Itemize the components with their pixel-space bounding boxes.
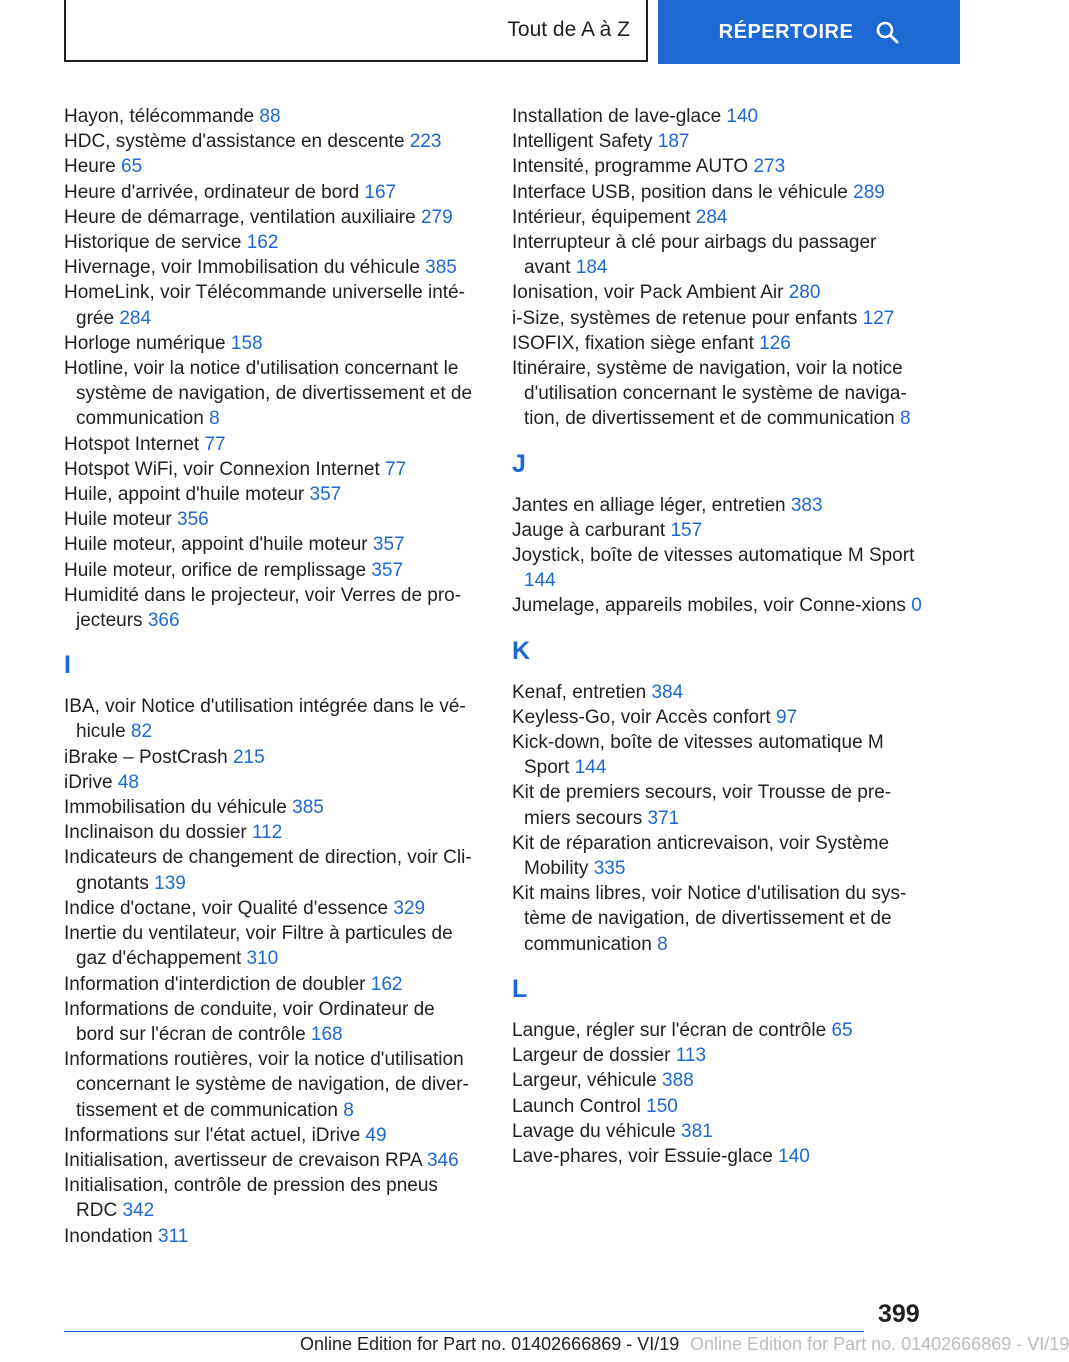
index-entry [512,518,924,543]
page-link[interactable]: 310 [246,948,279,970]
index-entry-text: Kick-down, boîte de vitesses automatique M Sport [512,732,884,779]
page-link[interactable]: 77 [204,433,226,455]
index-entry [64,694,476,744]
index-entry [512,356,924,432]
page-link[interactable]: 280 [788,282,821,304]
page-link[interactable]: 184 [575,257,608,279]
page-link[interactable]: 126 [759,332,791,354]
index-entry [512,593,924,618]
page-link[interactable]: 384 [651,681,684,703]
page-link[interactable]: 385 [292,797,324,819]
index-entry-text: Hayon, télécommande [64,106,260,127]
index-entry [512,705,924,730]
page-link[interactable]: 357 [309,484,342,506]
page-link[interactable]: 383 [790,494,823,516]
page-link[interactable]: 8 [209,408,220,430]
index-entry-text: Informations sur l'état actuel, iDrive [64,1124,366,1146]
index-entry [512,1094,924,1119]
index-entry [512,780,924,830]
index-entry-text: Indice d'octane, voir Qualité d'essence [64,897,394,919]
top-navigation [0,0,960,66]
index-entry [512,881,924,957]
index-entry [64,1148,476,1173]
page-link[interactable]: 144 [524,570,556,592]
page-link[interactable]: 357 [371,559,404,581]
index-entry-text: Heure de démarrage, ventilation auxiliaire [64,206,421,228]
index-entry [512,230,924,280]
page-link[interactable]: 8 [657,933,668,955]
index-entry-text: Initialisation, avertisseur de crevaison RPA [64,1149,427,1171]
index-entry [64,583,476,633]
footer-edition: Online Edition for Part no. 01402666869 - VI/19 [300,1334,680,1354]
index-entry [512,493,924,518]
index-entry-text: Kit de premiers secours, voir Trousse de pre‐miers secours [512,782,892,829]
index-entry-text: Jumelage, appareils mobiles, voir Conne‐xions [512,595,912,617]
index-entry-text: Kenaf, entretien [512,681,652,703]
index-entry-text: Hivernage, voir Immobilisation du véhicule [64,257,426,279]
tab-az-label: Tout de A à Z [507,18,630,41]
page-link[interactable]: 49 [365,1124,387,1146]
index-entry [64,255,476,280]
page-link[interactable]: 284 [119,307,152,329]
index-entry-text: Huile moteur, orifice de remplissage [64,559,372,581]
page-link[interactable]: 162 [246,232,279,254]
index-entry-text: Immobilisation du véhicule [64,797,293,819]
index-entry-text: HomeLink, voir Télécommande universelle inté‐grée [64,282,465,329]
index-entry [512,306,924,331]
index-entry-text: Largeur de dossier [512,1045,676,1067]
page-link[interactable]: 273 [753,156,786,178]
index-entry [512,1018,924,1043]
index-entry [512,1144,924,1169]
index-entry-text: Heure d'arrivée, ordinateur de bord [64,181,365,203]
section-letter: L [512,974,528,1003]
index-entry [512,730,924,780]
index-entry-text: Keyless-Go, voir Accès confort [512,706,776,728]
index-entry-text: Initialisation, contrôle de pression des pneus RDC [64,1175,438,1222]
index-entry-text: Huile moteur [64,509,177,531]
index-entry [64,432,476,457]
index-entry [64,820,476,845]
index-entry [512,180,924,205]
index-entry [64,845,476,895]
search-icon[interactable] [875,20,899,44]
index-entry [512,129,924,154]
index-entry [512,205,924,230]
index-entry-text: Horloge numérique [64,332,231,354]
index-entry [64,457,476,482]
page-link[interactable]: 346 [426,1149,459,1171]
page-link[interactable]: 342 [122,1200,155,1222]
page-link[interactable]: 127 [862,307,895,329]
index-entry-text: Launch Control [512,1095,647,1117]
index-entry [64,1173,476,1223]
index-entry-text: Lavage du véhicule [512,1120,682,1142]
page-link[interactable]: 187 [657,131,690,153]
page-link[interactable]: 356 [177,509,209,531]
index-entry-text: Informations routières, voir la notice d'utilisation concernant le système de navigation, de diver‐tissement et de communication [64,1049,469,1121]
tab-repertoire[interactable] [658,0,960,64]
page-link[interactable]: 279 [420,206,453,228]
page-link[interactable]: 112 [252,822,283,844]
index-column-right [512,104,924,1169]
index-entry [512,331,924,356]
index-entry-text: IBA, voir Notice d'utilisation intégrée dans le vé‐hicule [64,696,466,743]
index-entry-text: Jauge à carburant [512,519,671,541]
index-entry-text: Hotspot WiFi, voir Connexion Internet [64,458,386,480]
index-entry [64,104,476,129]
index-entry-text: iBrake – PostCrash [64,746,233,768]
index-entry [512,831,924,881]
section-letter: I [64,651,71,680]
index-entry-text: Kit de réparation anticrevaison, voir Système Mobility [512,832,890,880]
index-entry-text: Jantes en alliage léger, entretien [512,494,791,516]
page-link[interactable]: 65 [831,1019,853,1041]
index-entry-text: iDrive [64,771,118,793]
page-link[interactable]: 329 [393,897,426,919]
index-entry-text: Langue, régler sur l'écran de contrôle [512,1019,832,1041]
page-link[interactable]: 357 [372,534,405,556]
watermark: Online Edition for Part no. 01402666869 - VI/19 [690,1334,1069,1354]
index-entry-text: Intensité, programme AUTO [512,156,754,178]
index-entry [64,180,476,205]
index-entry-text: Joystick, boîte de vitesses automatique M Sport [512,545,915,567]
page-link[interactable]: 167 [364,181,397,203]
index-entry [512,104,924,129]
index-entry-text: Inondation [64,1225,159,1247]
index-entry [64,770,476,795]
index-entry [64,745,476,770]
index-entry [64,972,476,997]
page-link[interactable]: 335 [593,858,626,880]
index-entry [64,507,476,532]
page-link[interactable]: 113 [675,1045,707,1067]
tab-repertoire-label: RÉPERTOIRE [718,20,854,43]
index-entry-text: Inertie du ventilateur, voir Filtre à particules de gaz d'échappement [64,923,453,970]
page-link[interactable]: 385 [425,257,457,279]
page-link[interactable]: 168 [310,1023,343,1045]
index-entry-text: Hotspot Internet [64,433,205,455]
index-entry [64,921,476,971]
index-entry-text: Intelligent Safety [512,131,658,153]
index-entry [64,154,476,179]
index-entry [512,154,924,179]
index-entry-text: Historique de service [64,232,247,254]
page-link[interactable]: 311 [158,1225,189,1247]
index-entry [64,331,476,356]
page-link[interactable]: 157 [670,519,703,541]
index-entry-text: Intérieur, équipement [512,206,696,228]
page-link[interactable]: 140 [726,106,759,127]
index-entry [512,680,924,705]
footer-divider [64,1331,864,1332]
index-entry [64,280,476,330]
index-entry [64,1123,476,1148]
page-link[interactable]: 150 [646,1095,678,1117]
index-entry-text: Ionisation, voir Pack Ambient Air [512,282,789,304]
page-link[interactable]: 82 [130,721,153,743]
index-entry [512,543,924,593]
index-entry-text: Kit mains libres, voir Notice d'utilisation du sys‐tème de navigation, de divertissement et de communication [512,883,907,955]
index-entry-text: Installation de lave-glace [512,106,727,127]
index-entry-text: HDC, système d'assistance en descente [64,131,410,153]
page-link[interactable]: 215 [232,746,265,768]
index-entry [64,532,476,557]
index-entry-text: Itinéraire, système de navigation, voir la notice d'utilisation concernant le système de naviga‐tion, de divertissement et de communication [512,358,907,430]
index-entry-text: Information d'interdiction de doubler [64,973,371,995]
page-link[interactable]: 88 [259,106,281,127]
index-entry [64,205,476,230]
page-link[interactable]: 158 [230,332,263,354]
index-entry [64,1047,476,1123]
index-entry-text: Lave-phares, voir Essuie-glace [512,1145,779,1167]
index-entry [64,558,476,583]
page-link[interactable]: 289 [853,181,885,203]
page-link[interactable]: 381 [681,1120,713,1142]
tab-tout-de-a-a-z[interactable] [64,0,648,62]
index-entry [64,356,476,432]
index-entry-text: Informations de conduite, voir Ordinateur de bord sur l'écran de contrôle [64,998,435,1045]
page-link[interactable]: 140 [778,1145,810,1167]
page-link[interactable]: 97 [776,706,798,728]
index-entry [64,230,476,255]
index-entry-text: Huile moteur, appoint d'huile moteur [64,534,373,556]
page-link[interactable]: 8 [343,1099,354,1121]
page-link[interactable]: 144 [574,757,607,779]
index-entry [64,795,476,820]
index-entry [64,896,476,921]
page-link[interactable]: 371 [647,807,680,829]
index-entry [512,1119,924,1144]
index-entry [64,1224,476,1249]
page-link[interactable]: 65 [121,156,143,178]
page-link[interactable]: 162 [370,973,403,995]
index-entry [64,129,476,154]
page-link[interactable]: 388 [662,1070,694,1092]
index-entry [512,1043,924,1068]
index-entry-text: i-Size, systèmes de retenue pour enfants [512,307,863,329]
index-entry-text: Largeur, véhicule [512,1070,662,1092]
page-link[interactable]: 48 [117,771,139,793]
index-entry-text: Humidité dans le projecteur, voir Verres de pro‐jecteurs [64,584,462,632]
index-entry-text: ISOFIX, fixation siège enfant [512,332,760,354]
page-link[interactable]: 284 [695,206,728,228]
page-number: 399 [878,1300,920,1328]
page-link[interactable]: 366 [147,610,180,632]
section-letter: K [512,636,531,665]
index-entry [64,482,476,507]
index-entry-text: Hotline, voir la notice d'utilisation concernant le système de navigation, de divertissement et de communication [64,358,473,430]
index-entry-text: Interrupteur à clé pour airbags du passager avant [512,232,877,279]
index-entry-text: Huile, appoint d'huile moteur [64,484,310,506]
index-entry [512,280,924,305]
page-link[interactable]: 139 [154,872,186,894]
section-letter: J [512,449,526,478]
index-entry-text: Inclinaison du dossier [64,822,252,844]
page-link[interactable]: 223 [409,131,442,153]
index-entry [64,997,476,1047]
page-link[interactable]: 0 [911,595,922,617]
page-link[interactable]: 8 [899,408,911,430]
index-entry-text: Interface USB, position dans le véhicule [512,181,854,203]
page-link[interactable]: 77 [385,458,407,480]
index-entry-text: Indicateurs de changement de direction, voir Cli‐gnotants [64,847,472,894]
index-entry-text: Heure [64,156,122,178]
index-column-left [64,104,476,1249]
index-entry [512,1068,924,1093]
